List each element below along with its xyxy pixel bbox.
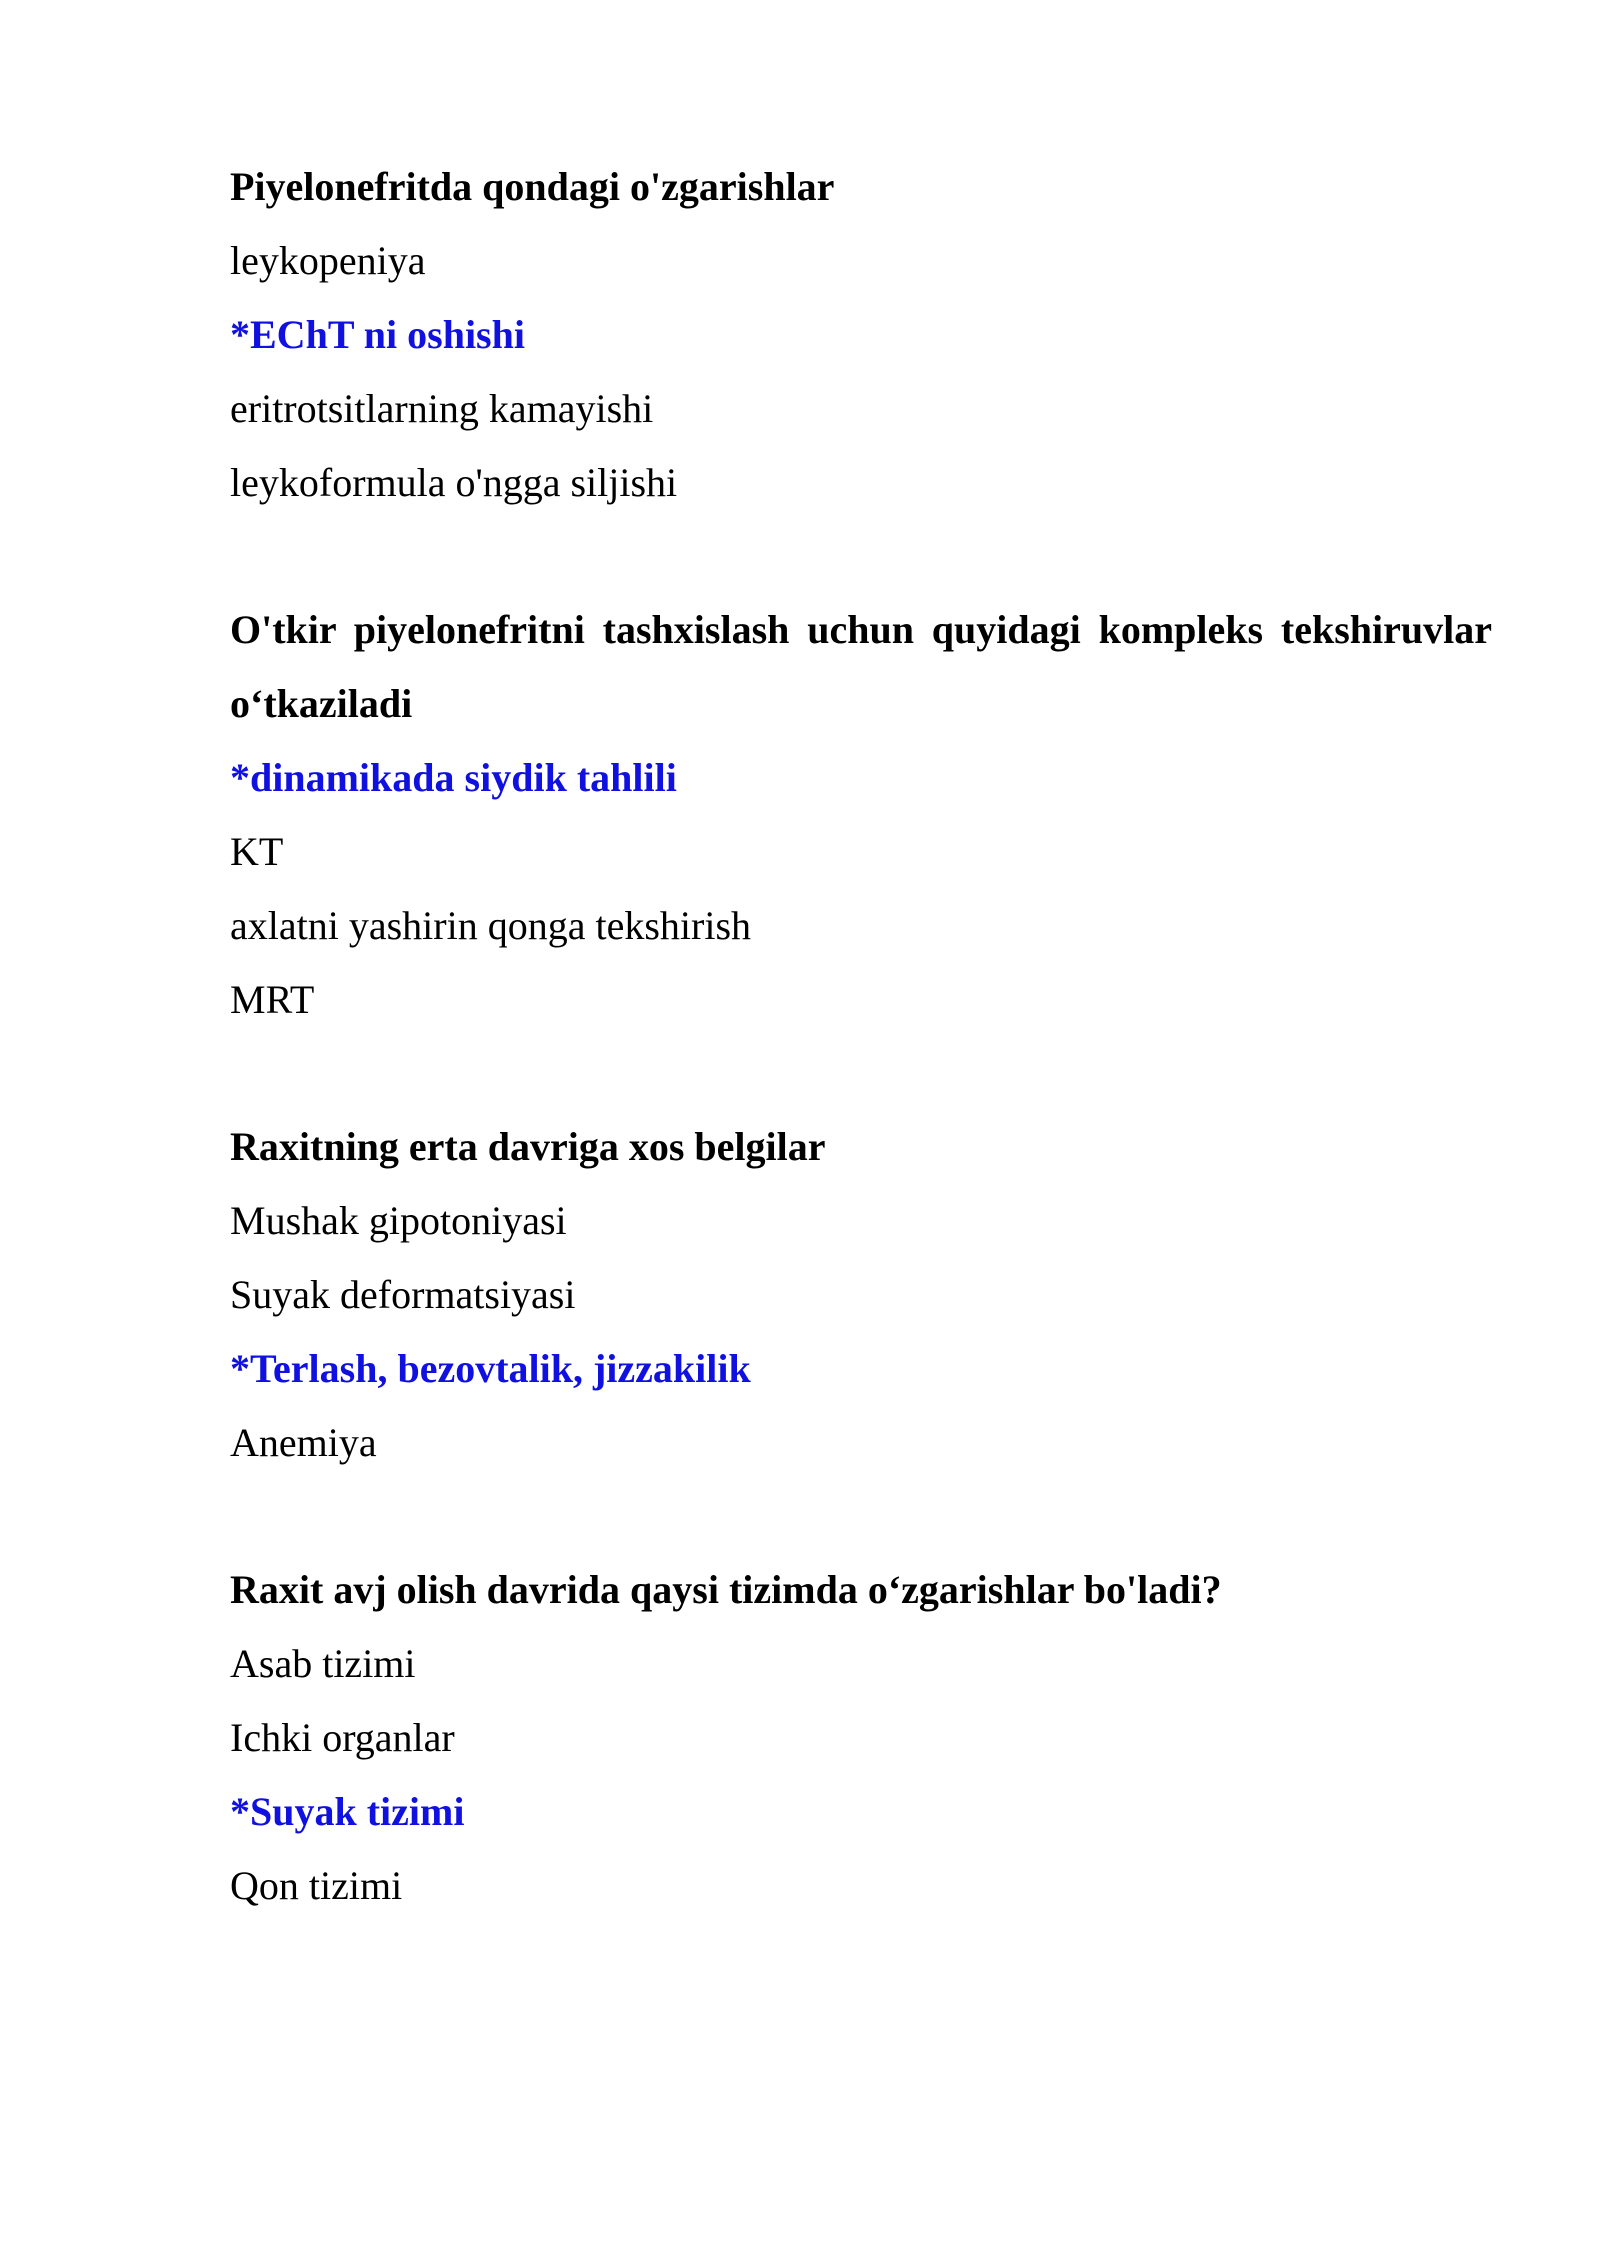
correct-answer-option: *EChT ni oshishi <box>230 312 525 357</box>
correct-answer-option: *Suyak tizimi <box>230 1789 465 1834</box>
answer-option: Anemiya <box>230 1420 377 1465</box>
answer-option: MRT <box>230 977 315 1022</box>
answer-option: Ichki organlar <box>230 1715 455 1760</box>
question-block-2 <box>230 593 1492 1037</box>
correct-answer-option: *dinamikada siydik tahlili <box>230 755 677 800</box>
answer-option: leykopeniya <box>230 238 426 283</box>
answer-option: Asab tizimi <box>230 1641 416 1686</box>
answer-list <box>230 224 1492 520</box>
correct-answer-option: *Terlash, bezovtalik, jizzakilik <box>230 1346 751 1391</box>
question-text: O'tkir piyelonefritni tashxislash uchun quyidagi kompleks tekshiruvlar o‘tkaziladi <box>230 607 1492 726</box>
question-text: Raxitning erta davriga xos belgilar <box>230 1124 826 1169</box>
answer-list <box>230 1184 1492 1480</box>
document-page <box>230 150 1492 1996</box>
answer-option: axlatni yashirin qonga tekshirish <box>230 903 752 948</box>
answer-option: Qon tizimi <box>230 1863 403 1908</box>
question-text: Piyelonefritda qondagi o'zgarishlar <box>230 164 835 209</box>
answer-option: leykoformula o'ngga siljishi <box>230 460 678 505</box>
answer-option: KT <box>230 829 284 874</box>
question-block-4 <box>230 1553 1492 1923</box>
answer-option: Suyak deformatsiyasi <box>230 1272 576 1317</box>
answer-list <box>230 1627 1492 1923</box>
question-block-1 <box>230 150 1492 520</box>
question-text: Raxit avj olish davrida qaysi tizimda o‘zgarishlar bo'ladi? <box>230 1567 1222 1612</box>
answer-option: Mushak gipotoniyasi <box>230 1198 567 1243</box>
answer-list <box>230 741 1492 1037</box>
question-block-3 <box>230 1110 1492 1480</box>
answer-option: eritrotsitlarning kamayishi <box>230 386 654 431</box>
